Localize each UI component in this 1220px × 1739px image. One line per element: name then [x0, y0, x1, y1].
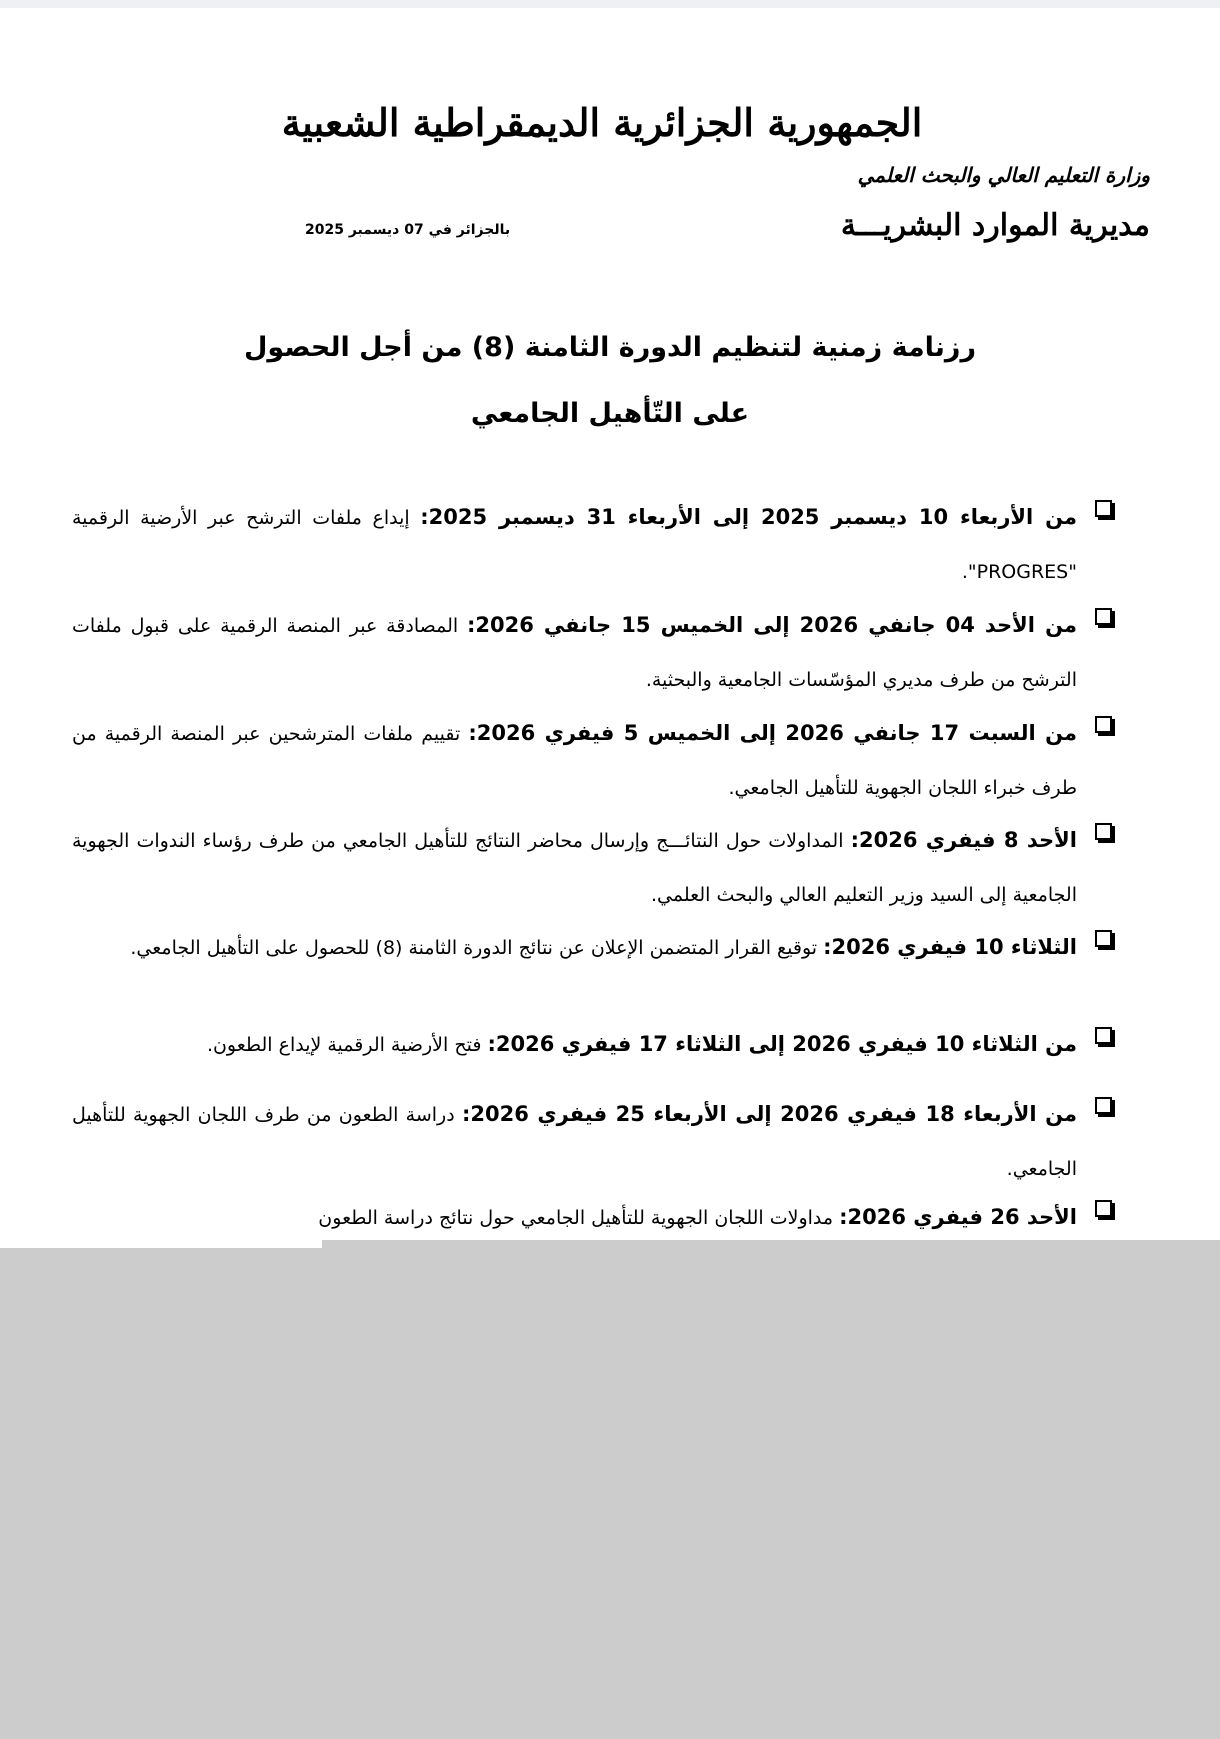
item-date: الأحد 26 فيفري 2026:: [839, 1205, 1077, 1229]
item-description: المصادقة عبر المنصة الرقمية على قبول ملفات الترشح من طرف مديري المؤسّسات الجامعية والبحثية.: [72, 615, 1077, 691]
checkbox-icon: [1095, 1200, 1112, 1217]
checkbox-icon: [1095, 1097, 1112, 1114]
item-description: إيداع ملفات الترشح عبر الأرضية الرقمية "PROGRES".: [72, 507, 1077, 583]
item-date: من الثلاثاء 10 فيفري 2026 إلى الثلاثاء 17 فيفري 2026:: [487, 1032, 1077, 1056]
schedule-item: [72, 1190, 1112, 1245]
item-date: من الأربعاء 18 فيفري 2026 إلى الأربعاء 25 فيفري 2026:: [461, 1102, 1077, 1126]
item-description: توقيع القرار المتضمن الإعلان عن نتائج الدورة الثامنة (8) للحصول على التأهيل الجامعي.: [130, 937, 824, 959]
item-description: دراسة الطعون من طرف اللجان الجهوية للتأهيل الجامعي.: [72, 1104, 1077, 1180]
schedule-item: [72, 1017, 1112, 1072]
checkbox-icon: [1095, 716, 1112, 733]
item-date: الأحد 8 فيفري 2026:: [850, 828, 1077, 852]
directorate-name: مديرية الموارد البشريـــة: [840, 208, 1150, 243]
checkbox-icon: [1095, 608, 1112, 625]
occluded-area: [0, 1248, 1220, 1739]
item-description: مداولات اللجان الجهوية للتأهيل الجامعي حول نتائج دراسة الطعون: [318, 1207, 840, 1229]
item-date: الثلاثاء 10 فيفري 2026:: [823, 935, 1077, 959]
document-title-line2: على التّأهيل الجامعي: [470, 398, 750, 429]
item-description: المداولات حول النتائـــج وإرسال محاضر النتائج للتأهيل الجامعي من طرف رؤساء الندوات الجهوية الجامعية إلى السيد وزير التعليم العالي والبحث العلمي.: [72, 830, 1077, 906]
schedule-item: [72, 813, 1112, 922]
schedule-item: [72, 920, 1112, 975]
item-date: من الأحد 04 جانفي 2026 إلى الخميس 15 جانفي 2026:: [466, 613, 1077, 637]
document-title-line1: رزنامة زمنية لتنظيم الدورة الثامنة (8) من أجل الحصول: [243, 332, 977, 363]
checkbox-icon: [1095, 823, 1112, 840]
item-description: تقييم ملفات المترشحين عبر المنصة الرقمية من طرف خبراء اللجان الجهوية للتأهيل الجامعي.: [72, 723, 1077, 799]
item-description: فتح الأرضية الرقمية لإيداع الطعون.: [206, 1034, 488, 1056]
schedule-item: [72, 598, 1112, 707]
item-date: من الأربعاء 10 ديسمبر 2025 إلى الأربعاء 31 ديسمبر 2025:: [420, 505, 1077, 529]
checkbox-icon: [1095, 1027, 1112, 1044]
ministry-name: وزارة التعليم العالي والبحث العلمي: [857, 163, 1150, 187]
checkbox-icon: [1095, 930, 1112, 947]
schedule-item: [72, 706, 1112, 815]
document-date: بالجزائر في 07 ديسمبر 2025: [305, 222, 511, 238]
schedule-item: [72, 1087, 1112, 1196]
schedule-item: [72, 490, 1112, 599]
republic-heading: الجمهورية الجزائرية الديمقراطية الشعبية: [281, 100, 923, 145]
item-date: من السبت 17 جانفي 2026 إلى الخميس 5 فيفري 2026:: [468, 721, 1078, 745]
checkbox-icon: [1095, 500, 1112, 517]
